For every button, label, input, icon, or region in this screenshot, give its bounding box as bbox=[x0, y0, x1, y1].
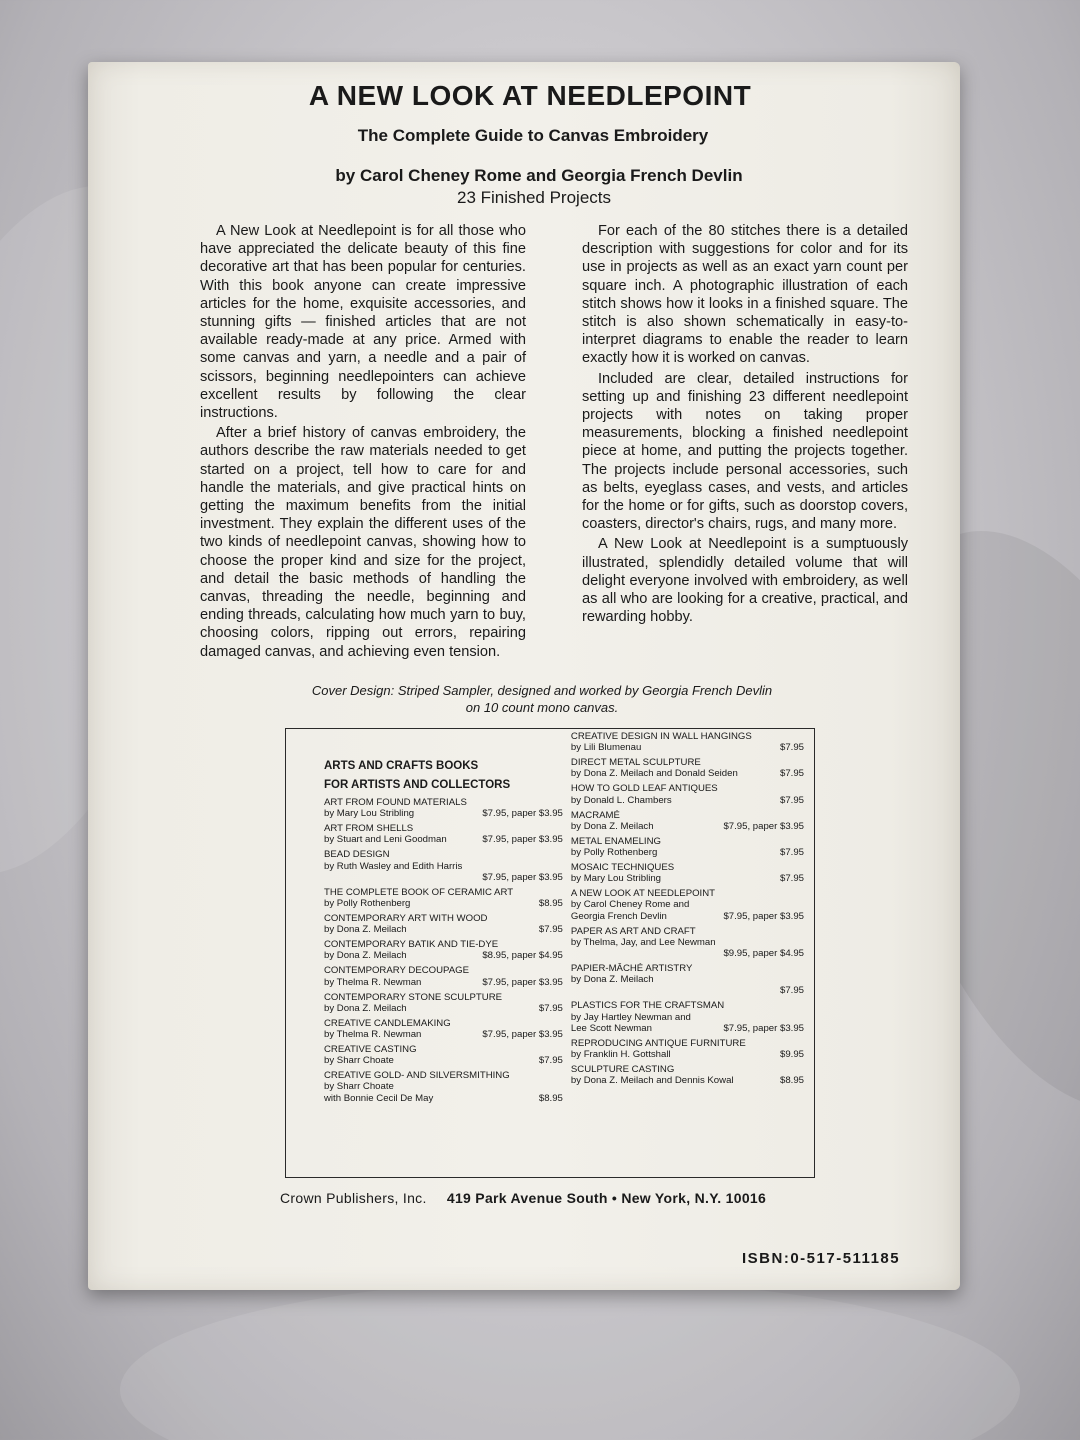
catalog-left-column bbox=[324, 757, 563, 1169]
catalog-entry-author: by Donald L. Chambers bbox=[570, 794, 672, 806]
cover-design-line: on 10 count mono canvas. bbox=[465, 700, 619, 715]
catalog-entry-line bbox=[324, 950, 563, 961]
catalog-entry-author: by Dona Z. Meilach bbox=[324, 924, 407, 936]
catalog-entry-line bbox=[324, 1093, 563, 1104]
catalog-entry bbox=[571, 731, 804, 753]
catalog-entry-author: by Polly Rothenberg bbox=[570, 847, 658, 859]
catalog-entry-line bbox=[324, 834, 563, 845]
catalog-entry-line bbox=[324, 872, 563, 883]
catalog-entry-line bbox=[571, 911, 804, 922]
catalog-entry-line bbox=[571, 974, 804, 985]
catalog-entry-price: $7.95, paper $3.95 bbox=[723, 820, 804, 832]
catalog-entry-price: $7.95 bbox=[538, 924, 563, 936]
publisher-name: Crown Publishers, Inc. bbox=[280, 1190, 427, 1206]
catalog-entry bbox=[571, 1064, 804, 1086]
catalog-entry-line bbox=[571, 847, 804, 858]
catalog-entry-author: by Dona Z. Meilach and Dennis Kowal bbox=[570, 1075, 734, 1087]
catalog-entry-price: $7.95 bbox=[779, 768, 804, 780]
catalog-entry bbox=[324, 913, 563, 935]
catalog-entry-price: $7.95 bbox=[779, 985, 804, 997]
book-title: A NEW LOOK AT NEEDLEPOINT bbox=[308, 80, 752, 111]
catalog-entry-title: ART FROM FOUND MATERIALS bbox=[324, 797, 467, 808]
catalog-entry-line bbox=[571, 1049, 804, 1060]
catalog-entry-price: $7.95 bbox=[779, 794, 804, 806]
catalog-entry-line bbox=[571, 937, 804, 948]
catalog-entry-title: CREATIVE DESIGN IN WALL HANGINGS bbox=[570, 731, 752, 742]
catalog-entry-line bbox=[324, 898, 563, 909]
catalog-entry bbox=[324, 1018, 563, 1040]
catalog-entry bbox=[571, 810, 804, 832]
catalog-entry bbox=[571, 888, 804, 922]
catalog-entry-author: by Dona Z. Meilach bbox=[570, 974, 654, 986]
catalog-entry-price: $8.95, paper $4.95 bbox=[482, 950, 563, 962]
catalog-entry-line bbox=[324, 924, 563, 935]
catalog-entry-author: by Ruth Wasley and Edith Harris bbox=[324, 860, 463, 872]
catalog-entry-title: REPRODUCING ANTIQUE FURNITURE bbox=[570, 1037, 746, 1049]
catalog-entry-title: BEAD DESIGN bbox=[324, 849, 390, 861]
catalog-entry-author: by Lili Blumenau bbox=[570, 742, 642, 754]
catalog-entry-line bbox=[324, 977, 563, 988]
catalog-entry-author: by Jay Hartley Newman and bbox=[570, 1011, 691, 1023]
projects-count: 23 Finished Projects bbox=[456, 188, 612, 207]
book-subtitle: The Complete Guide to Canvas Embroidery bbox=[357, 126, 709, 145]
catalog-entry-author: by Franklin H. Gottshall bbox=[570, 1049, 671, 1061]
catalog-entry-author: by Dona Z. Meilach and Donald Seiden bbox=[570, 768, 738, 780]
catalog-entry-title: CONTEMPORARY DECOUPAGE bbox=[324, 965, 469, 977]
catalog-entry bbox=[571, 783, 804, 805]
catalog-entry-title: A NEW LOOK AT NEEDLEPOINT bbox=[570, 888, 716, 900]
catalog-entry-line bbox=[571, 742, 804, 753]
catalog-entry bbox=[571, 1000, 804, 1034]
catalog-entry-author: by Dona Z. Meilach bbox=[324, 950, 407, 962]
catalog-entry-price: $7.95 bbox=[538, 1055, 563, 1067]
catalog-entry-title: THE COMPLETE BOOK OF CERAMIC ART bbox=[324, 886, 514, 898]
catalog-entry-title: CONTEMPORARY ART WITH WOOD bbox=[324, 913, 488, 925]
catalog-entry-price: $7.95, paper $3.95 bbox=[482, 976, 563, 988]
catalog-entry-author: by Thelma R. Newman bbox=[324, 1029, 422, 1041]
book-catalog-box bbox=[285, 728, 815, 1178]
catalog-entry bbox=[324, 849, 563, 883]
catalog-entry bbox=[571, 963, 804, 997]
catalog-entry-author: by Dona Z. Meilach bbox=[324, 1002, 407, 1014]
catalog-entry-line bbox=[324, 1029, 563, 1040]
book-authors: by Carol Cheney Rome and Georgia French Devlin bbox=[335, 166, 743, 185]
catalog-entry bbox=[571, 757, 804, 779]
catalog-entry-author: by Thelma R. Newman bbox=[324, 976, 422, 988]
catalog-entry-title: SCULPTURE CASTING bbox=[570, 1064, 675, 1076]
catalog-entry-title: CONTEMPORARY BATIK AND TIE-DYE bbox=[324, 939, 499, 951]
catalog-entry-price: $7.95, paper $3.95 bbox=[482, 834, 563, 846]
description-right-column bbox=[582, 222, 908, 626]
catalog-entry bbox=[571, 1038, 804, 1060]
catalog-entry-line bbox=[571, 985, 804, 996]
catalog-entry-author: by Sharr Choate bbox=[324, 1055, 394, 1067]
catalog-entry-title: MOSAIC TECHNIQUES bbox=[570, 862, 675, 874]
catalog-heading-line: ARTS AND CRAFTS BOOKS bbox=[324, 760, 479, 772]
description-paragraph: For each of the 80 stitches there is a detailed description with suggestions for color and for its use in projects as well as an exact yarn count per square inch. A photographic illustration of each stitch shows how it looks in a finished square. The stitch is also shown schematically in easy-to-interpret diagrams to enable the reader to learn exactly how it is worked on canvas. bbox=[582, 223, 908, 367]
catalog-entry-line bbox=[571, 768, 804, 779]
catalog-entry-title: PAPIER-MÂCHÉ ARTISTRY bbox=[570, 963, 693, 975]
catalog-entry-title: PLASTICS FOR THE CRAFTSMAN bbox=[570, 1000, 725, 1012]
catalog-entry-line bbox=[571, 795, 804, 806]
description-left-column bbox=[200, 222, 526, 661]
catalog-entry-author: by Polly Rothenberg bbox=[324, 898, 411, 910]
catalog-entry-price: $7.95 bbox=[779, 847, 804, 859]
catalog-entry-line bbox=[571, 821, 804, 832]
catalog-entry-author: by Sharr Choate bbox=[324, 1081, 394, 1093]
catalog-entry-price: $7.95, paper $3.95 bbox=[723, 910, 804, 922]
catalog-entry-price: $7.95, paper $3.95 bbox=[482, 1029, 563, 1041]
catalog-entry-line bbox=[324, 1003, 563, 1014]
catalog-entry-line bbox=[571, 899, 804, 910]
catalog-entry-price: $7.95, paper $3.95 bbox=[482, 871, 563, 883]
catalog-right-column bbox=[571, 731, 804, 1169]
catalog-entry-title: ART FROM SHELLS bbox=[324, 823, 414, 835]
catalog-entry-line bbox=[324, 1055, 563, 1066]
catalog-entry-price: $8.95 bbox=[779, 1075, 804, 1087]
catalog-entry-line bbox=[324, 808, 563, 819]
catalog-entry-price: $7.95, paper $3.95 bbox=[482, 808, 563, 820]
catalog-entry bbox=[324, 965, 563, 987]
catalog-entry-line bbox=[324, 861, 563, 872]
catalog-entry-title: HOW TO GOLD LEAF ANTIQUES bbox=[570, 783, 718, 795]
catalog-entry-price: $7.95 bbox=[779, 742, 804, 754]
catalog-entry-line bbox=[571, 948, 804, 959]
catalog-entry bbox=[571, 836, 804, 858]
catalog-entry bbox=[324, 823, 563, 845]
catalog-entry-author: by Dona Z. Meilach bbox=[570, 820, 654, 832]
catalog-entry-line bbox=[571, 873, 804, 884]
catalog-entry bbox=[324, 1070, 563, 1104]
catalog-entry-author: with Bonnie Cecil De May bbox=[324, 1092, 434, 1104]
catalog-entry bbox=[571, 926, 804, 960]
catalog-entry-author: Lee Scott Newman bbox=[570, 1022, 652, 1034]
catalog-entry-line bbox=[571, 1012, 804, 1023]
publisher-line bbox=[280, 1190, 766, 1206]
cover-design-line: Cover Design: Striped Sampler, designed and worked by Georgia French Devlin bbox=[311, 683, 773, 698]
catalog-entry-title: PAPER AS ART AND CRAFT bbox=[570, 925, 696, 937]
fabric-fold-bottom bbox=[120, 1280, 1020, 1440]
catalog-entry-price: $8.95 bbox=[538, 898, 563, 910]
catalog-entry-price: $7.95 bbox=[779, 873, 804, 885]
catalog-heading-line: FOR ARTISTS AND COLLECTORS bbox=[324, 779, 511, 791]
catalog-entry bbox=[324, 887, 563, 909]
description-paragraph: A New Look at Needlepoint is a sumptuously illustrated, splendidly detailed volume that will delight everyone involved with embroidery, as well as all who are looking for a creative, practical, and rewarding hobby. bbox=[582, 536, 908, 626]
publisher-address: 419 Park Avenue South • New York, N.Y. 10016 bbox=[446, 1190, 767, 1206]
catalog-entry-author: by Carol Cheney Rome and bbox=[570, 899, 690, 911]
catalog-entry-line bbox=[571, 1075, 804, 1086]
book-back-cover bbox=[88, 62, 960, 1290]
catalog-entry-title: METAL ENAMELING bbox=[570, 835, 661, 847]
catalog-entry-price: $9.95 bbox=[779, 1049, 804, 1061]
catalog-entry bbox=[571, 862, 804, 884]
description-paragraph: After a brief history of canvas embroidery, the authors describe the raw materials needed to get started on a project, tell how to care for and handle the materials, and give practical hints on getting the maximum benefits from the initial investment. They explain the different uses of the two kinds of needlepoint canvas, showing how to choose the proper kind and size for the project, and detail the basic methods of handling the canvas, threading the needle, beginning and ending threads, calculating how much yarn to buy, choosing colors, ripping out errors, repairing damaged canvas, and achieving even tension. bbox=[200, 425, 526, 660]
isbn-number: ISBN:0-517-511185 bbox=[742, 1250, 901, 1267]
catalog-heading bbox=[324, 757, 563, 795]
catalog-entry-author: by Mary Lou Stribling bbox=[324, 808, 415, 820]
catalog-entry bbox=[324, 992, 563, 1014]
catalog-entry-author: by Thelma, Jay, and Lee Newman bbox=[570, 936, 716, 948]
catalog-entry-line bbox=[571, 1023, 804, 1034]
cover-design-credit bbox=[88, 682, 960, 716]
catalog-entry-price: $8.95 bbox=[538, 1092, 563, 1104]
catalog-entry-price: $9.95, paper $4.95 bbox=[723, 948, 804, 960]
catalog-entry bbox=[324, 1044, 563, 1066]
catalog-entry-price: $7.95, paper $3.95 bbox=[723, 1022, 804, 1034]
catalog-entry bbox=[324, 939, 563, 961]
catalog-entry-author: by Stuart and Leni Goodman bbox=[324, 834, 447, 846]
catalog-entry-title: CREATIVE CASTING bbox=[324, 1044, 417, 1056]
catalog-entry-author: by Mary Lou Stribling bbox=[570, 873, 662, 885]
description-paragraph: A New Look at Needlepoint is for all those who have appreciated the delicate beauty of this fine decorative art that has been popular for centuries. With this book anyone can create impressive articles for the home, exquisite accessories, and stunning gifts — finished articles that are not available ready-made at any price. Armed with some canvas and yarn, a needle and a pair of scissors, beginning needlepointers can achieve excellent results by following the clear instructions. bbox=[200, 223, 526, 422]
catalog-entry-title: MACRAMÉ bbox=[570, 809, 620, 821]
catalog-entry bbox=[324, 797, 563, 819]
catalog-entry-price: $7.95 bbox=[538, 1002, 563, 1014]
catalog-entry-title: DIRECT METAL SCULPTURE bbox=[570, 757, 701, 769]
catalog-entry-author: Georgia French Devlin bbox=[570, 910, 667, 922]
catalog-entry-line bbox=[324, 1081, 563, 1092]
catalog-entry-title: CONTEMPORARY STONE SCULPTURE bbox=[324, 991, 503, 1003]
description-paragraph: Included are clear, detailed instructions for setting up and finishing 23 different needlepoint projects with notes on taking proper measurements, blocking a finished needlepoint piece at home, and putting the projects together. The projects include personal accessories, such as belts, eyeglass cases, and vests, and articles for the home or for gifts, such as doorstop covers, coasters, director's chairs, rugs, and many more. bbox=[582, 370, 908, 533]
catalog-entry-title: CREATIVE CANDLEMAKING bbox=[324, 1017, 451, 1029]
catalog-entry-title: CREATIVE GOLD- AND SILVERSMITHING bbox=[324, 1070, 510, 1082]
